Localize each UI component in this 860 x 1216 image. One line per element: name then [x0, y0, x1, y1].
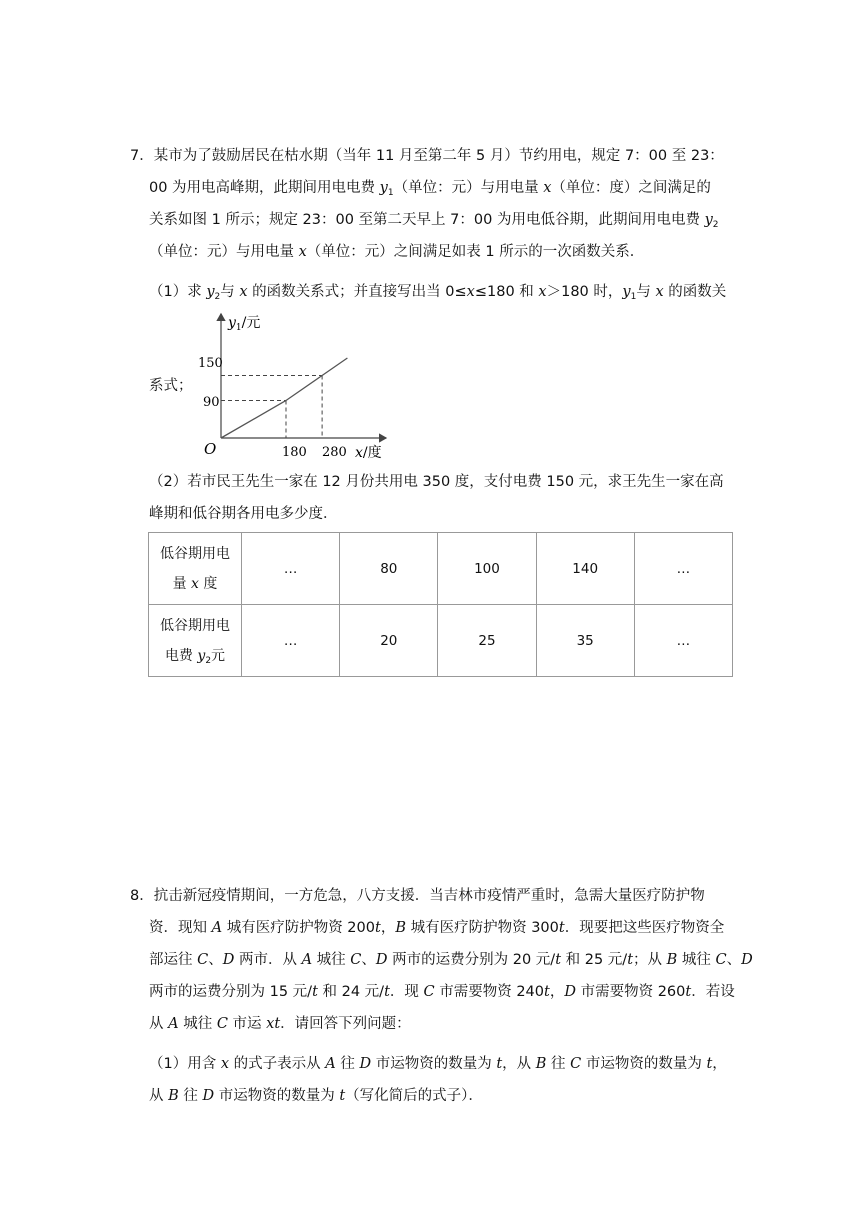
row-header-usage: 低谷期用电 量 x 度 — [149, 533, 242, 605]
q8-line-5: 从 A 城往 C 市运 xt．请回答下列问题： — [149, 1016, 411, 1032]
q7-line-3: 关系如图 1 所示；规定 23：00 至第二天早上 7：00 为用电低谷期，此期间用电电费 $y_2$ — [149, 212, 719, 230]
table-cell: … — [634, 605, 732, 677]
q8-part-1-continued: 从 B 往 D 市运物资的数量为 t（写化简后的式子）． — [149, 1088, 483, 1104]
q7-part-2-line-2: 峰期和低谷期各用电多少度． — [149, 506, 338, 522]
q7-line-1: 7．某市为了鼓励居民在枯水期（当年 11 月至第二年 5 月）节约用电，规定 7：00 至 23： — [130, 148, 724, 164]
table-1 — [148, 532, 733, 677]
y-axis-label: $y_1/$元 — [228, 315, 261, 333]
x-tick-280: 280 — [322, 445, 347, 460]
table-cell: 80 — [340, 533, 438, 605]
table-row — [149, 605, 733, 677]
table-cell: 100 — [438, 533, 536, 605]
table-cell: … — [634, 533, 732, 605]
row-header-fee: 低谷期用电 电费 $y_2$元 — [149, 605, 242, 677]
x-axis-label: x/度 — [355, 445, 382, 460]
table-cell: 140 — [536, 533, 634, 605]
table-cell: 20 — [340, 605, 438, 677]
table-cell: … — [242, 533, 340, 605]
table-row — [149, 533, 733, 605]
q8-line-1: 8．抗击新冠疫情期间，一方危急，八方支援．当吉林市疫情严重时，急需大量医疗防护物 — [130, 888, 705, 904]
q8-line-3: 部运往 C、D 两市．从 A 城往 C、D 两市的运费分别为 20 元/t 和 25 元/t；从 B 城往 C、D — [149, 952, 753, 968]
y-tick-90: 90 — [203, 395, 220, 410]
origin-label: O — [204, 440, 217, 458]
table-cell: 25 — [438, 605, 536, 677]
table-cell: … — [242, 605, 340, 677]
electricity-fee-graph — [190, 310, 410, 460]
q7-part-2-line-1: （2）若市民王先生一家在 12 月份共用电 350 度，支付电费 150 元，求王先生一家在高 — [149, 474, 724, 490]
y-tick-150: 150 — [198, 356, 223, 371]
q7-line-2: 00 为用电高峰期，此期间用电电费 $y_1$（单位：元）与用电量 x（单位：度）之间满足的 — [149, 180, 711, 198]
q7-part-1-continued: 系式； — [149, 378, 193, 394]
q7-part-1: （1）求 $y_2$与 x 的函数关系式；并直接写出当 0≤x≤180 和 x＞180 时，$y_1$与 x 的函数关 — [149, 284, 727, 302]
q8-line-4: 两市的运费分别为 15 元/t 和 24 元/t．现 C 市需要物资 240t，D 市需要物资 260t．若设 — [149, 984, 735, 1000]
q8-line-2: 资．现知 A 城有医疗防护物资 200t，B 城有医疗防护物资 300t．现要把这些医疗物资全 — [149, 920, 725, 936]
y1-series-line — [221, 358, 347, 438]
q8-part-1: （1）用含 x 的式子表示从 A 往 D 市运物资的数量为 t，从 B 往 C 市运物资的数量为 t， — [149, 1056, 727, 1072]
table-cell: 35 — [536, 605, 634, 677]
q7-line-4: （单位：元）与用电量 x（单位：元）之间满足如表 1 所示的一次函数关系． — [149, 244, 645, 260]
x-tick-180: 180 — [282, 445, 307, 460]
